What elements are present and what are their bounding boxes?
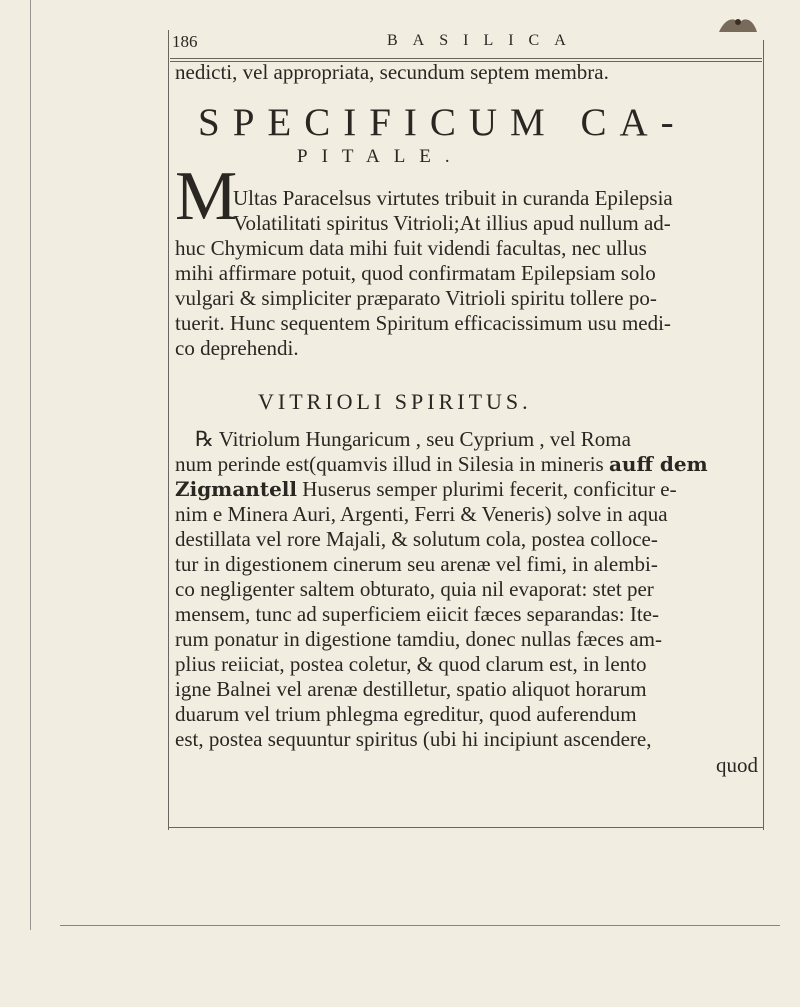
text-line: Volatilitati spiritus Vitrioli;At illius apud nullum ad-	[233, 211, 671, 235]
section-title: SPECIFICUM CA-	[198, 101, 687, 144]
text-line: co deprehendi.	[175, 336, 299, 360]
page-number: 186	[172, 32, 198, 51]
text-line: nedicti, vel appropriata, secundum septem membra.	[175, 60, 609, 84]
text-line	[175, 452, 763, 477]
text-line: co negligenter saltem obturato, quia nil evaporat: stet per	[175, 577, 654, 601]
running-title: BASILICA	[387, 32, 581, 49]
ornament-icon	[715, 14, 761, 36]
text-line: Ultas Paracelsus virtutes tribuit in curanda Epilepsia	[233, 186, 673, 210]
text-line: tur in digestionem cinerum seu arenæ vel fimi, in alembi-	[175, 552, 658, 576]
text-line: est, postea sequuntur spiritus (ubi hi incipiunt ascendere,	[175, 727, 652, 751]
scan-edge-vertical	[30, 0, 31, 930]
right-margin-rule	[763, 40, 764, 830]
text-line: plius reiiciat, postea coletur, & quod clarum est, in lento	[175, 652, 647, 676]
text-line: ℞ Vitriolum Hungaricum , seu Cyprium , vel Roma	[195, 427, 631, 451]
text-run: Huserus semper plurimi fecerit, conficitur e-	[297, 477, 677, 501]
section-title-continued: PITALE.	[297, 146, 464, 167]
text-line: nim e Minera Auri, Argenti, Ferri & Veneris) solve in aqua	[175, 502, 668, 526]
text-line	[175, 477, 763, 502]
scan-edge-line	[60, 925, 780, 926]
blackletter-run: auff dem	[608, 452, 708, 476]
subheading: VITRIOLI SPIRITUS.	[258, 389, 532, 414]
page-header	[172, 32, 762, 60]
bottom-rule	[168, 827, 764, 828]
text-line: igne Balnei vel arenæ destilletur, spatio aliquot horarum	[175, 677, 647, 701]
text-line: huc Chymicum data mihi fuit videndi facultas, nec ullus	[175, 236, 647, 260]
text-line: destillata vel rore Majali, & solutum cola, postea colloce-	[175, 527, 658, 551]
drop-cap: M	[175, 158, 238, 235]
left-margin-rule	[168, 30, 169, 830]
blackletter-run: Zigmantell	[175, 477, 298, 501]
text-line: vulgari & simpliciter præparato Vitrioli spiritu tollere po-	[175, 286, 657, 310]
text-line: mihi affirmare potuit, quod confirmatam Epilepsiam solo	[175, 261, 656, 285]
catchword: quod	[716, 753, 758, 777]
text-line: tuerit. Hunc sequentem Spiritum efficacissimum usu medi-	[175, 311, 671, 335]
text-line: duarum vel trium phlegma egreditur, quod auferendum	[175, 702, 637, 726]
text-run: num perinde est(quamvis illud in Silesia in mineris	[175, 452, 604, 476]
text-line: mensem, tunc ad superficiem eiicit fæces separandas: Ite-	[175, 602, 659, 626]
text-line: rum ponatur in digestione tamdiu, donec nullas fæces am-	[175, 627, 662, 651]
